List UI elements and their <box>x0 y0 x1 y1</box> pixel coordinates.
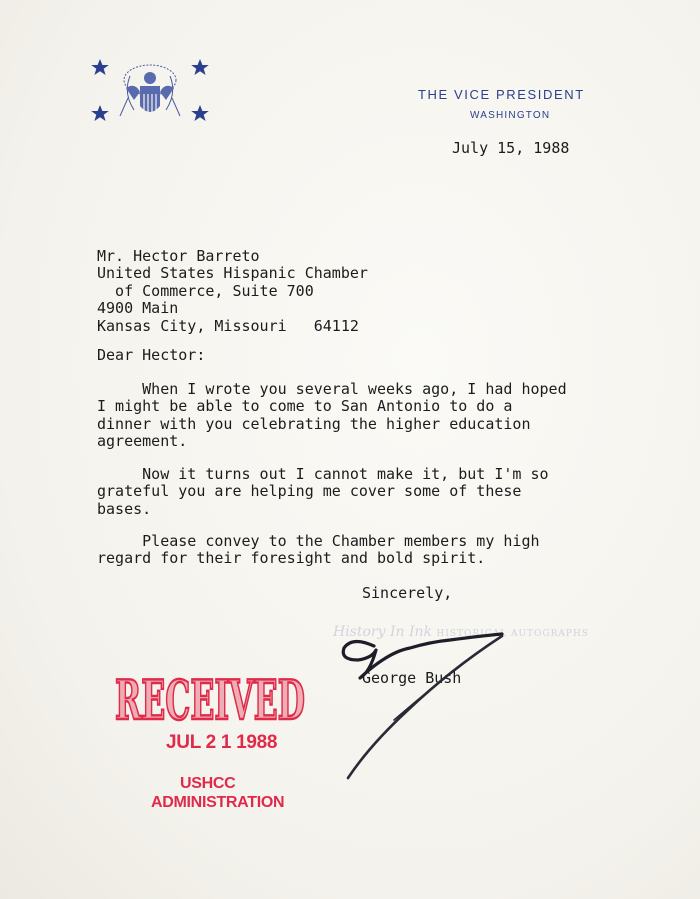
watermark-sub: HISTORICAL AUTOGRAPHS <box>436 629 589 639</box>
body-paragraph-3: Please convey to the Chamber members my high regard for their foresight and bold spirit. <box>97 532 540 568</box>
vice-presidential-seal-icon <box>90 48 215 133</box>
recipient-address <box>97 248 368 335</box>
recipient-line: United States Hispanic Chamber <box>97 264 368 283</box>
letterhead-location: WASHINGTON <box>470 110 551 121</box>
stamp-date: JUL 2 1 1988 <box>166 732 278 753</box>
recipient-line: Kansas City, Missouri 64112 <box>97 316 359 335</box>
salutation: Dear Hector: <box>97 346 206 364</box>
stamp-organization: USHCC <box>180 775 236 792</box>
watermark-text: History In Ink <box>333 624 433 640</box>
letter-date: July 15, 1988 <box>452 139 570 157</box>
recipient-line: Mr. Hector Barreto <box>97 247 260 265</box>
signer-name: George Bush <box>362 669 462 687</box>
body-paragraph-2: Now it turns out I cannot make it, but I'm so grateful you are helping me cover some of these bases. <box>97 465 549 518</box>
handwritten-signature <box>330 620 520 785</box>
svg-text:RECEIVED: RECEIVED <box>115 668 305 731</box>
closing: Sincerely, <box>362 584 453 602</box>
letterhead-title: THE VICE PRESIDENT <box>418 87 585 102</box>
body-paragraph-1: When I wrote you several weeks ago, I had hoped I might be able to come to San Antonio to do a dinner with you celebrating the higher education agreement. <box>97 380 567 451</box>
recipient-line: 4900 Main <box>97 299 179 318</box>
stamp-department: ADMINISTRATION <box>151 794 285 811</box>
svg-text:RECEIVED: RECEIVED <box>115 668 305 731</box>
received-stamp-icon <box>113 661 313 731</box>
recipient-line: of Commerce, Suite 700 <box>97 281 314 300</box>
